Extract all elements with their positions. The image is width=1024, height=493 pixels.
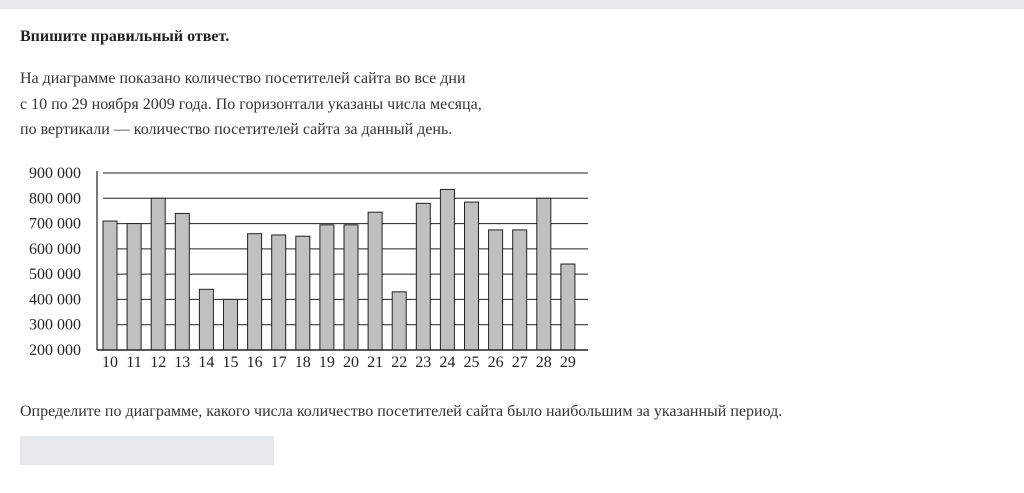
y-tick-label: 600 000 [29, 240, 81, 258]
x-tick-label: 25 [463, 354, 480, 371]
y-tick-label: 300 000 [29, 316, 81, 334]
x-tick-label: 17 [270, 354, 287, 371]
x-tick-label: 23 [415, 354, 432, 371]
y-tick-label: 800 000 [29, 190, 81, 208]
x-tick-label: 19 [318, 354, 335, 371]
question-text: Определите по диаграмме, какого числа количество посетителей сайта было наибольшим за указанный период. [20, 403, 783, 420]
problem-line: с 10 по 29 ноября 2009 года. По горизонтали указаны числа месяца, [20, 95, 482, 113]
x-tick-label: 29 [559, 354, 576, 371]
bar-chart [0, 160, 620, 375]
bar [489, 230, 503, 350]
bar [151, 198, 165, 350]
bar [127, 224, 141, 350]
bar [344, 225, 358, 350]
bar [513, 230, 527, 350]
x-tick-label: 26 [487, 354, 504, 371]
bar [440, 189, 454, 350]
x-tick-label: 16 [246, 354, 263, 371]
bar [175, 213, 189, 350]
x-tick-label: 14 [198, 354, 215, 371]
bar [537, 198, 551, 350]
bar [199, 289, 213, 350]
bar [392, 292, 406, 350]
x-tick-label: 27 [511, 354, 528, 371]
problem-line: по вертикали — количество посетителей сайта за данный день. [20, 121, 453, 138]
bar [103, 221, 117, 350]
x-tick-label: 28 [535, 354, 552, 371]
x-tick-label: 10 [102, 354, 118, 371]
x-tick-label: 15 [222, 354, 239, 371]
y-tick-label: 700 000 [29, 215, 81, 233]
y-tick-label: 900 000 [29, 165, 81, 182]
problem-statement [20, 66, 482, 143]
bar [248, 234, 262, 350]
y-tick-label: 400 000 [29, 291, 81, 309]
bar [272, 235, 286, 350]
x-tick-label: 20 [343, 354, 359, 371]
x-tick-label: 24 [439, 354, 456, 371]
x-tick-label: 11 [126, 354, 142, 371]
top-strip [0, 0, 1024, 9]
answer-input[interactable] [20, 436, 274, 465]
x-tick-label: 21 [367, 354, 384, 371]
y-tick-label: 500 000 [29, 266, 81, 284]
x-tick-label: 12 [150, 354, 167, 371]
bar [465, 202, 479, 350]
x-tick-label: 13 [174, 354, 191, 371]
y-tick-label: 200 000 [29, 342, 81, 359]
bar [416, 203, 430, 350]
instruction-heading: Впишите правильный ответ. [20, 28, 230, 45]
x-tick-label: 18 [294, 354, 311, 371]
problem-line: На диаграмме показано количество посетителей сайта во все дни [20, 70, 466, 87]
bar [296, 236, 310, 350]
bar [320, 225, 334, 350]
bar [224, 299, 238, 350]
x-tick-label: 22 [391, 354, 408, 371]
bar [561, 264, 575, 350]
bar [368, 212, 382, 350]
